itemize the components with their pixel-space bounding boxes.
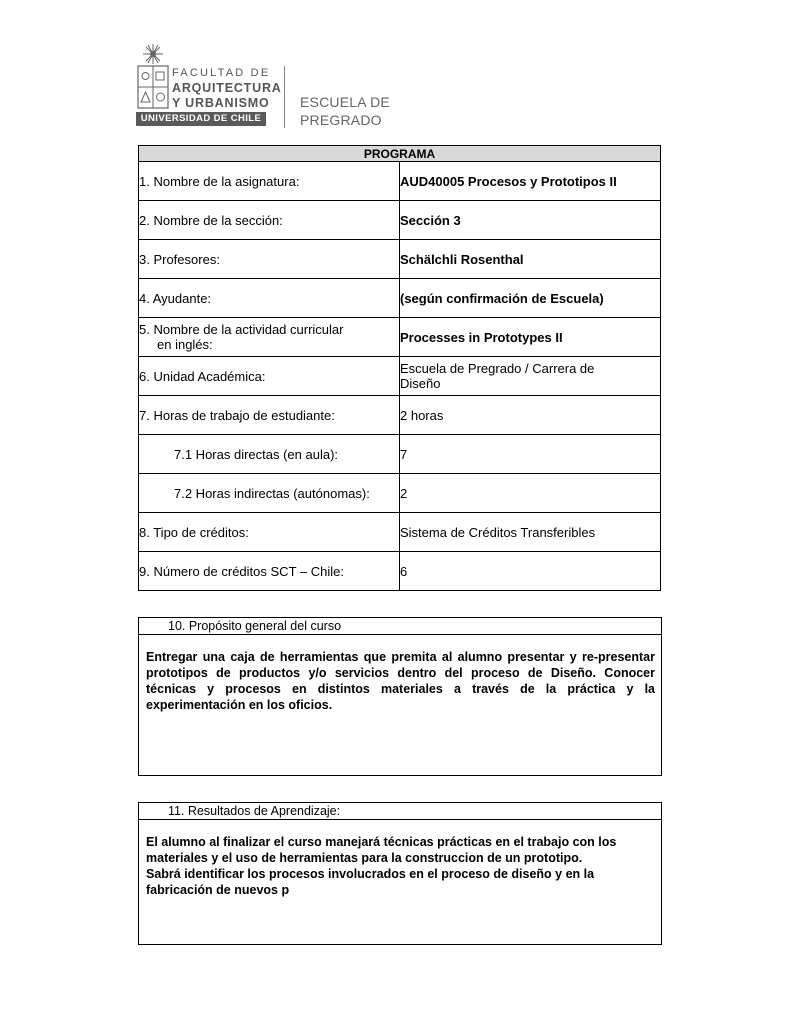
row-label: 9. Número de créditos SCT – Chile: [139, 552, 400, 591]
learning-outcomes-heading: 11. Resultados de Aprendizaje: [139, 803, 661, 820]
row-label-line2: en inglés: [157, 337, 213, 352]
course-name-value: AUD40005 Procesos y Prototipos II [400, 162, 661, 201]
direct-hours-value: 7 [400, 435, 661, 474]
academic-unit-line2: Diseño [400, 376, 441, 391]
faculty-logo [136, 42, 396, 130]
section-name-value: Sección 3 [400, 201, 661, 240]
table-row [139, 318, 661, 357]
credit-type-value: Sistema de Créditos Transferibles [400, 513, 661, 552]
professors-value: Schälchli Rosenthal [400, 240, 661, 279]
row-label [139, 318, 400, 357]
table-row [139, 162, 661, 201]
row-label: 7.1 Horas directas (en aula): [139, 435, 400, 474]
university-crest-icon [136, 42, 170, 112]
outcome-line: fabricación de nuevos p [146, 883, 290, 897]
academic-unit-value [400, 357, 661, 396]
row-label: 6. Unidad Académica: [139, 357, 400, 396]
purpose-heading: 10. Propósito general del curso [139, 618, 661, 635]
faculty-name [172, 66, 282, 111]
english-name-value: Processes in Prototypes II [400, 318, 661, 357]
row-label: 8. Tipo de créditos: [139, 513, 400, 552]
outcome-line: El alumno al finalizar el curso manejará técnicas prácticas en el trabajo con los [146, 835, 617, 849]
row-label-line1: 5. Nombre de la actividad curricular [139, 322, 344, 337]
table-row [139, 474, 661, 513]
work-hours-value: 2 horas [400, 396, 661, 435]
faculty-line3: Y URBANISMO [172, 96, 270, 110]
row-label: 1. Nombre de la asignatura: [139, 162, 400, 201]
table-row [139, 201, 661, 240]
school-line1: ESCUELA DE [300, 94, 390, 110]
logo-divider [284, 66, 285, 128]
learning-outcomes-body [139, 820, 661, 898]
table-row [139, 396, 661, 435]
purpose-body: Entregar una caja de herramientas que premita al alumno presentar y re-presentar prototipos de productos y/o servicios dentro del proceso de Diseño. Conocer técnicas y procesos en distintos materiales a través de la práctica y la experimentación en los oficios. [146, 650, 655, 712]
row-label: 2. Nombre de la sección: [139, 201, 400, 240]
table-row [139, 435, 661, 474]
row-label: 4. Ayudante: [139, 279, 400, 318]
table-header-row [139, 146, 661, 162]
school-name [300, 93, 390, 129]
faculty-line2: ARQUITECTURA [172, 81, 282, 95]
outcome-line: Sabrá identificar los procesos involucrados en el proceso de diseño y en la [146, 867, 595, 881]
table-row [139, 279, 661, 318]
row-label: 7. Horas de trabajo de estudiante: [139, 396, 400, 435]
assistant-value: (según confirmación de Escuela) [400, 279, 661, 318]
program-title: PROGRAMA [139, 146, 661, 162]
indirect-hours-value: 2 [400, 474, 661, 513]
table-row [139, 513, 661, 552]
table-row [139, 357, 661, 396]
table-row [139, 552, 661, 591]
row-label: 7.2 Horas indirectas (autónomas): [139, 474, 400, 513]
school-line2: PREGRADO [300, 112, 382, 128]
program-table [138, 145, 661, 591]
academic-unit-line1: Escuela de Pregrado / Carrera de [400, 361, 595, 376]
row-label: 3. Profesores: [139, 240, 400, 279]
faculty-line1: FACULTAD DE [172, 67, 271, 79]
university-band: UNIVERSIDAD DE CHILE [136, 112, 266, 126]
learning-outcomes-section [138, 802, 662, 945]
purpose-section [138, 617, 662, 776]
sct-credits-value: 6 [400, 552, 661, 591]
table-row [139, 240, 661, 279]
outcome-line: materiales y el uso de herramientas para la construccion de un prototipo. [146, 851, 583, 865]
